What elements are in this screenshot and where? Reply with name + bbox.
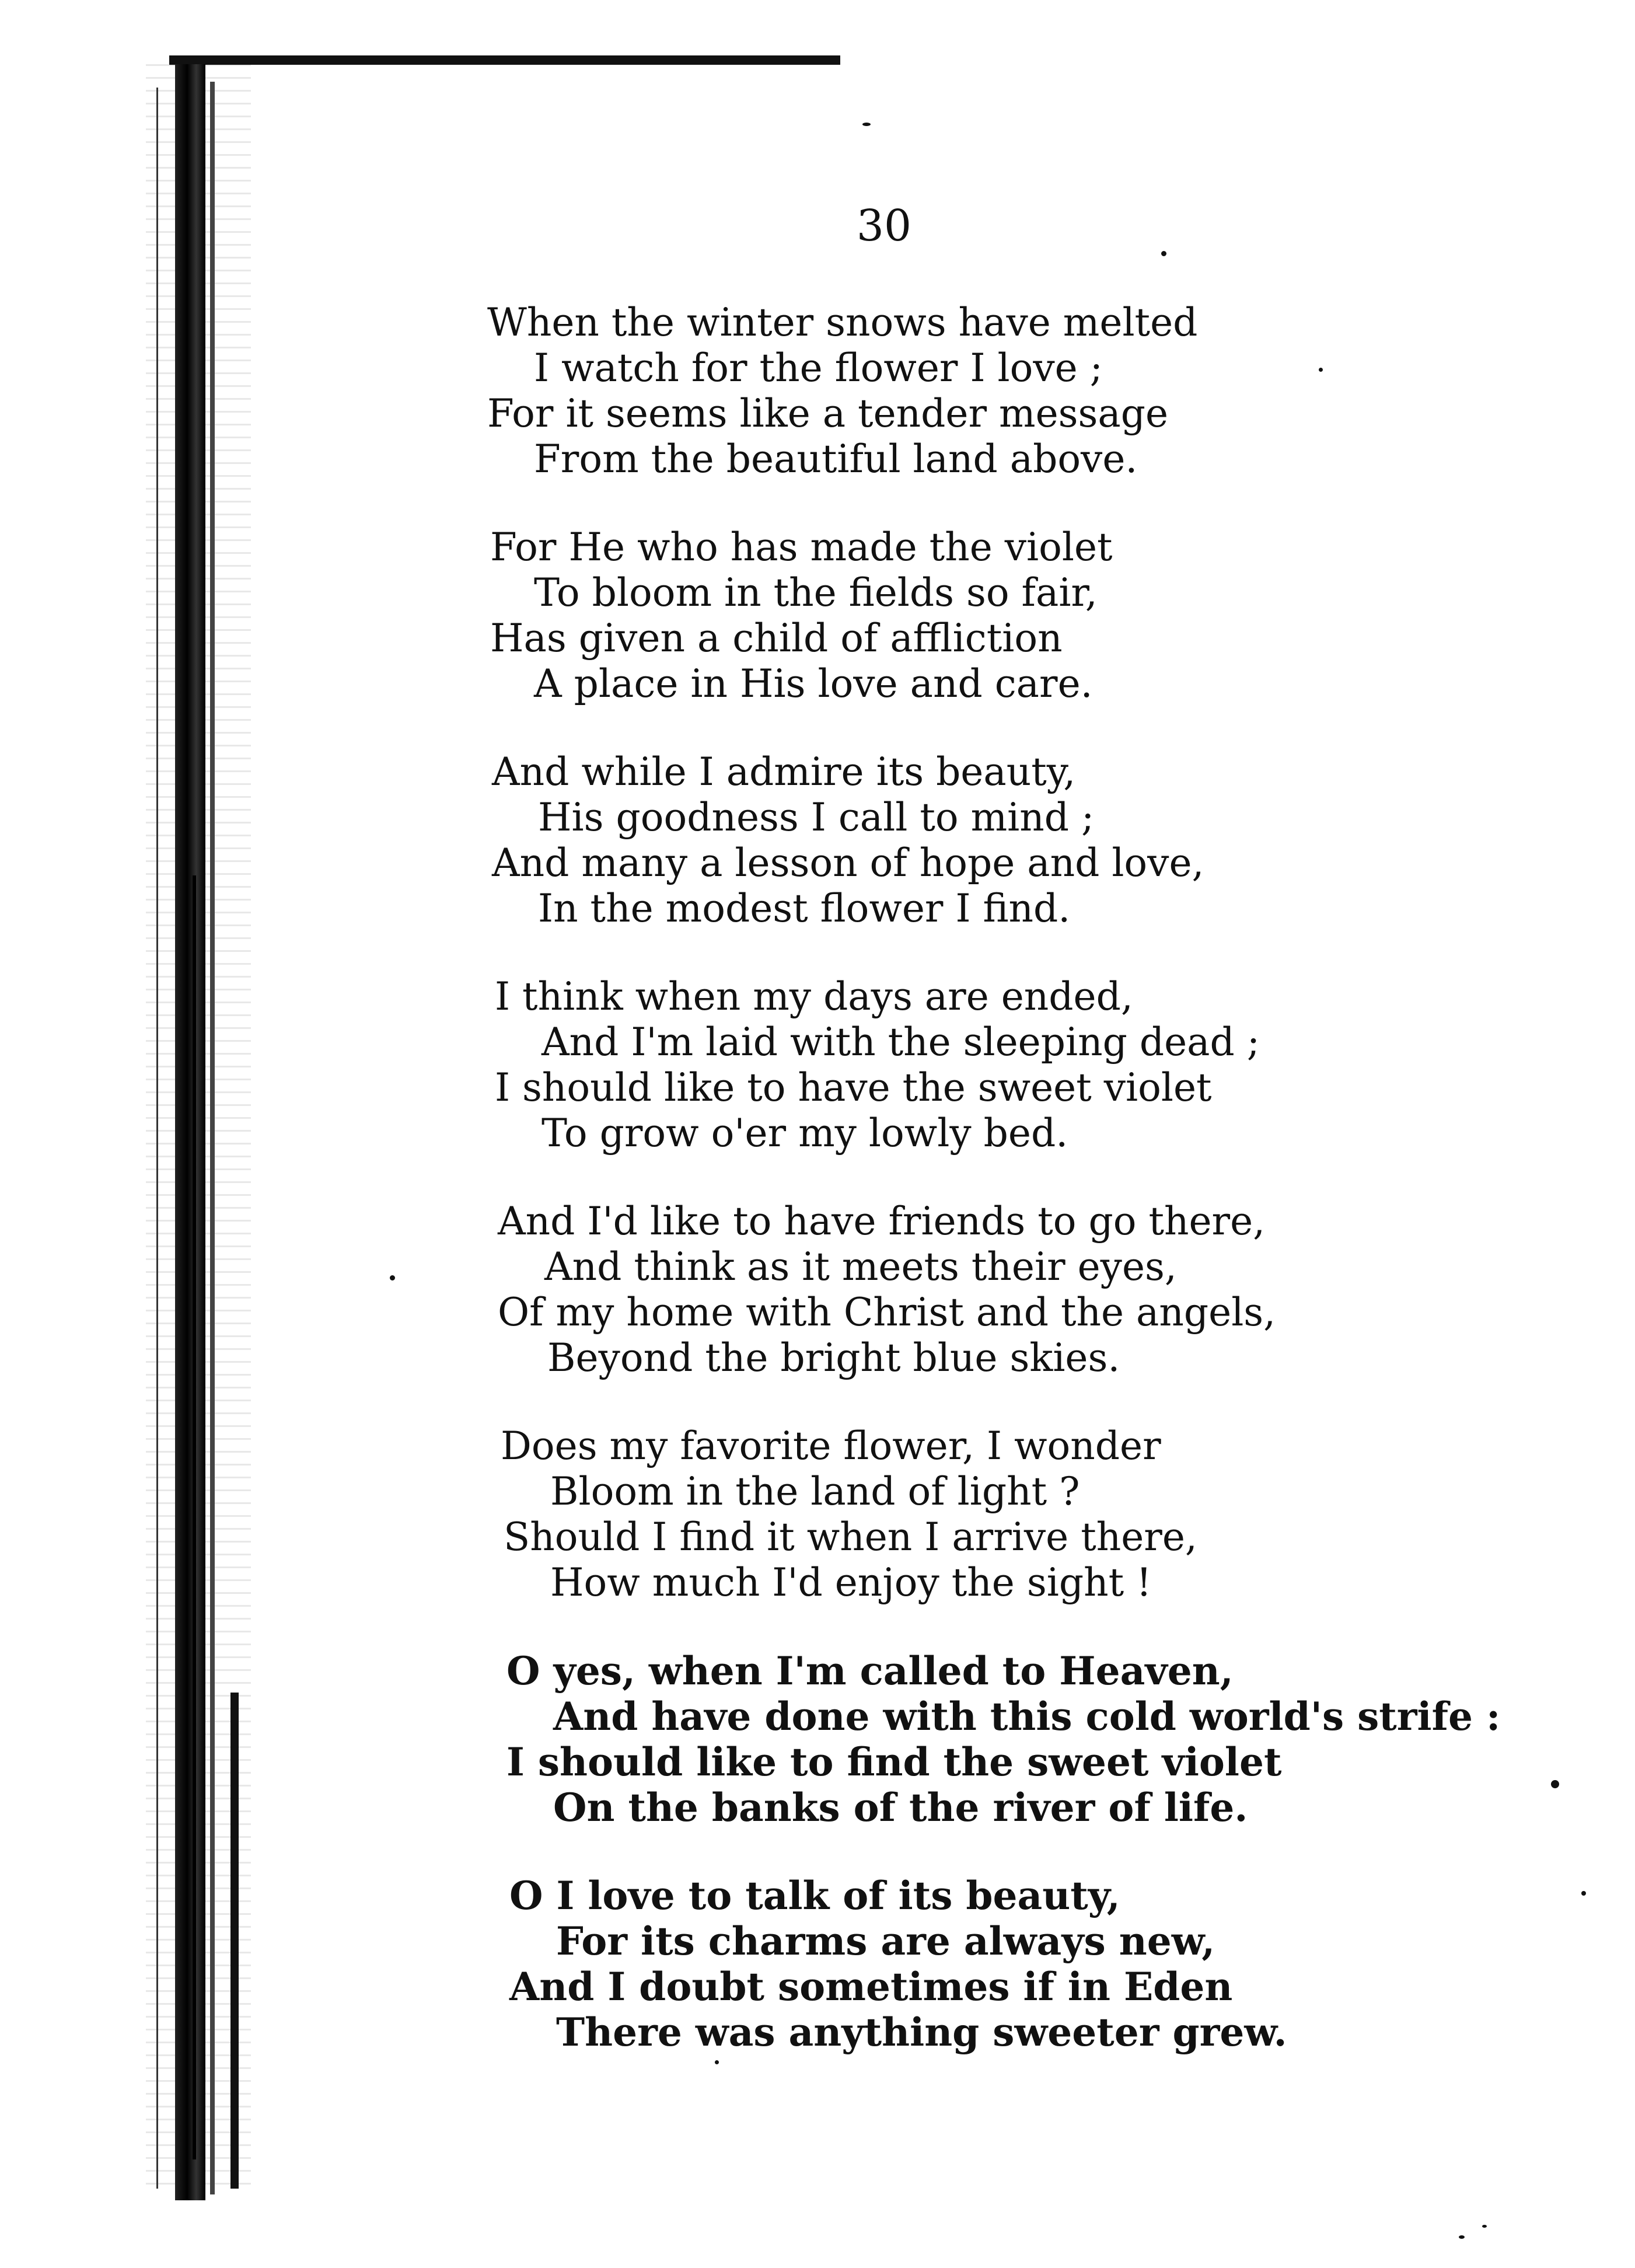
poem-line: For its charms are always new, — [556, 1918, 1215, 1964]
poem-line: I watch for the flower I love ; — [534, 346, 1103, 390]
poem-line: And have done with this cold world's strife : — [553, 1694, 1501, 1739]
poem-line: Has given a child of affliction — [490, 616, 1063, 661]
poem-line: And think as it meets their eyes, — [544, 1244, 1177, 1289]
scan-speck — [715, 2060, 719, 2064]
gutter-line — [193, 875, 196, 2159]
poem-line: A place in His love and care. — [534, 661, 1093, 706]
poem-line: And I'm laid with the sleeping dead ; — [541, 1020, 1260, 1065]
scan-speck — [1319, 368, 1323, 372]
poem-line: To bloom in the fields so fair, — [534, 570, 1098, 615]
poem-line: O yes, when I'm called to Heaven, — [506, 1648, 1234, 1694]
poem-line: His goodness I call to mind ; — [538, 795, 1095, 840]
poem-line: And many a lesson of hope and love, — [492, 840, 1204, 885]
poem-line: I think when my days are ended, — [495, 974, 1133, 1019]
scan-speck — [1551, 1780, 1559, 1788]
poem-line: Does my favorite flower, I wonder — [501, 1423, 1161, 1468]
poem-line: And I'd like to have friends to go there, — [498, 1199, 1266, 1244]
poem-line: Bloom in the land of light ? — [550, 1469, 1080, 1514]
scan-speck — [862, 123, 871, 126]
poem-line: When the winter snows have melted — [487, 300, 1198, 345]
binding-spine-inner — [210, 82, 215, 2194]
gutter-line — [230, 1693, 239, 2189]
gutter-line — [156, 88, 158, 2189]
poem-line: For it seems like a tender message — [487, 391, 1169, 436]
poem-line: On the banks of the river of life. — [553, 1785, 1248, 1830]
poem-line: I should like to find the sweet violet — [506, 1739, 1282, 1785]
top-edge-rule — [169, 55, 840, 65]
poem-line: To grow o'er my lowly bed. — [541, 1111, 1068, 1156]
poem-line: Of my home with Christ and the angels, — [498, 1290, 1276, 1335]
poem-line: I should like to have the sweet violet — [495, 1065, 1212, 1110]
scan-speck — [1581, 1891, 1586, 1896]
scan-speck — [1161, 251, 1166, 256]
poem-line: How much I'd enjoy the sight ! — [550, 1560, 1152, 1605]
poem-line: For He who has made the violet — [490, 525, 1113, 570]
poem-line: From the beautiful land above. — [534, 437, 1138, 481]
poem-line: Should I find it when I arrive there, — [504, 1515, 1197, 1559]
scan-speck — [1459, 2235, 1465, 2239]
binding-spine — [175, 64, 205, 2200]
poem-line: And I doubt sometimes if in Eden — [509, 1964, 1233, 2009]
poem-line: In the modest flower I find. — [538, 886, 1071, 931]
poem-line: O I love to talk of its beauty, — [509, 1873, 1120, 1918]
poem-line: There was anything sweeter grew. — [556, 2009, 1287, 2055]
scan-speck — [1482, 2225, 1487, 2228]
page-number: 30 — [856, 201, 912, 251]
scan-speck — [390, 1275, 395, 1280]
poem-line: And while I admire its beauty, — [492, 749, 1076, 794]
poem-line: Beyond the bright blue skies. — [547, 1335, 1120, 1380]
